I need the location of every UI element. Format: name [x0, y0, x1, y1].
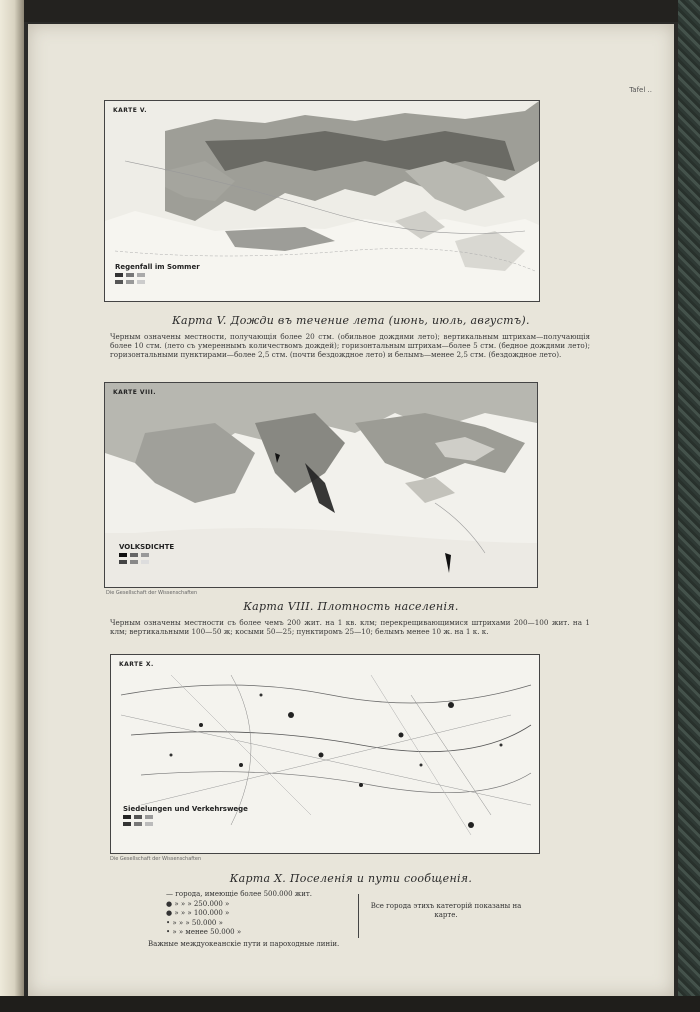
- key-note: Все города этихъ категорій показаны на карте.: [370, 902, 522, 919]
- map-description: Черным означены местности, получающія более 20 стм. (обильное дождями лето); вертикальным штрихам—получающія более 10 стм. (лето съ умереннымъ количествомъ дождей); горизонтальным штрихам—более 5 стм. (бедное дождями лето); горизонтальными пунктирами—более 2,5 стм. (почти бездождное лето) и белымъ—менее 2,5 стм. (бездождное лето).: [110, 332, 590, 359]
- map-label: KARTE VIII.: [113, 389, 157, 396]
- map-legend: [119, 543, 174, 565]
- key-line: — города, имеющіе более 500.000 жит.: [166, 890, 312, 898]
- plate-number: Tafel ..: [629, 86, 652, 94]
- book-cover-bottom: [0, 996, 700, 1012]
- key-brace: [358, 894, 359, 938]
- map-caption: Карта V. Дожди въ течение лета (июнь, июль, августъ).: [172, 314, 530, 327]
- book-page: [28, 24, 674, 996]
- legend-title: Siedelungen und Verkehrswege: [123, 805, 248, 813]
- map-karte-viii: [104, 382, 538, 588]
- printer-credit: Die Gesellschaft der Wissenschaften: [106, 590, 198, 596]
- map-legend: [115, 263, 200, 285]
- key-line: ● » » » 250.000 »: [166, 899, 230, 908]
- settlement-key: [166, 890, 312, 938]
- map-description: Черным означены местности съ более чемъ 200 жит. на 1 кв. клм; перекрещивающимися штрихами 200—100 жит. на 1 клм; вертикальными 100—50 ж; косыми 50—25; пунктиромъ 25—10; белымъ менее 10 ж. на 1 к. к.: [110, 618, 590, 636]
- map-karte-x: [110, 654, 540, 854]
- map-legend: [123, 805, 248, 827]
- key-line: • » » » 50.000 »: [166, 918, 223, 927]
- key-line: ● » » » 100.000 »: [166, 909, 230, 917]
- map-caption: Карта X. Поселенія и пути сообщенія.: [229, 872, 473, 885]
- marbled-cover-edge: [678, 0, 700, 1012]
- map-caption: Карта VIII. Плотность населенія.: [243, 600, 459, 613]
- map-label: KARTE V.: [113, 107, 148, 114]
- key-line: • » » менее 50.000 »: [166, 928, 242, 936]
- routes-note: Важные междуокеанскіе пути и пароходные линіи.: [148, 940, 340, 948]
- printer-credit: Die Gesellschaft der Wissenschaften: [110, 856, 202, 862]
- map-karte-v: [104, 100, 540, 302]
- map-label: KARTE X.: [119, 661, 154, 668]
- page-stack-edge: [0, 0, 24, 1012]
- legend-title: VOLKSDICHTE: [119, 543, 175, 551]
- book-cover-top: [0, 0, 700, 22]
- legend-title: Regenfall im Sommer: [115, 263, 200, 271]
